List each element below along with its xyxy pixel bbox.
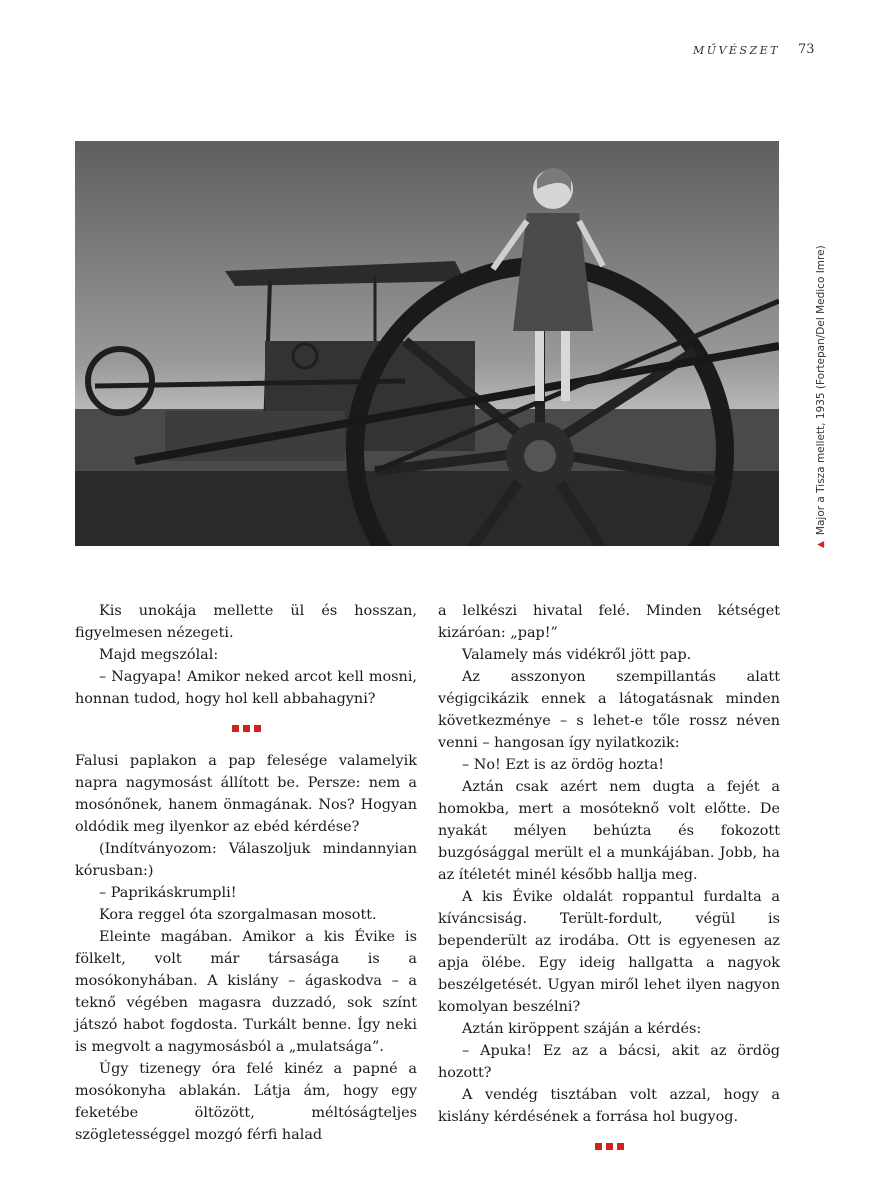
photo-tractor-girl bbox=[75, 141, 779, 546]
running-header bbox=[692, 42, 815, 57]
triangle-icon: ▲ bbox=[816, 541, 826, 548]
left-column bbox=[75, 600, 417, 1146]
paragraph: – Paprikáskrumpli! bbox=[99, 885, 237, 901]
paragraph: Úgy tizenegy óra felé kinéz a papné a mosókonyha ablakán. Látja ám, hogy egy feketébe öltözött, méltóságteljes szögletességgel mozgó férfi halad bbox=[75, 1061, 417, 1143]
paragraph: – Nagyapa! Amikor neked arcot kell mosni, honnan tudod, hogy hol kell abbahagyni? bbox=[75, 669, 417, 707]
caption-text: Major a Tisza mellett, 1935 (Fortepan/Del Medico Imre) bbox=[815, 245, 827, 536]
paragraph: (Indítványozom: Válaszoljuk mindannyian kórusban:) bbox=[75, 841, 417, 879]
section-separator bbox=[438, 1140, 780, 1152]
paragraph: Falusi paplakon a pap felesége valamelyik napra nagymosást állított be. Persze: nem a mosónőnek, hanem önmagának. Nos? Hogyan oldódik meg ilyenkor az ebéd kérdése? bbox=[75, 753, 417, 835]
paragraph: Aztán kiröppent száján a kérdés: bbox=[462, 1021, 702, 1037]
paragraph: Kora reggel óta szorgalmasan mosott. bbox=[99, 907, 377, 923]
paragraph: A kis Évike oldalát roppantul furdalta a kíváncsiság. Terült-fordult, végül is bependerült az irodába. Ott is egyenesen az apja ölébe. Egy ideig hallgatta a nagyok beszélgetését. Ugyan miről lehet ilyen nagyon komolyan beszélni? bbox=[438, 889, 780, 1015]
paragraph: – Apuka! Ez az a bácsi, akit az ördög hozott? bbox=[438, 1043, 780, 1081]
paragraph: A vendég tisztában volt azzal, hogy a kislány kérdésének a forrása hol bugyog. bbox=[438, 1087, 780, 1125]
paragraph: Eleinte magában. Amikor a kis Évike is fölkelt, volt már társasága is a mosókonyhában. A kislány – ágaskodva – a teknő végében magasra duzzadó, sok színt játszó habot fogdosta. Turkált benne. Így neki is megvolt a nagymosásból a „mulatsága”. bbox=[75, 929, 417, 1055]
photo-illustration bbox=[75, 141, 779, 546]
photo-caption bbox=[813, 148, 829, 548]
right-column bbox=[438, 600, 780, 1168]
paragraph: a lelkészi hivatal felé. Minden kétséget kizáróan: „pap!” bbox=[438, 603, 780, 641]
page-number: 73 bbox=[798, 42, 815, 57]
paragraph: Aztán csak azért nem dugta a fejét a homokba, mert a mosóteknő volt előtte. De nyakát mélyen behúzta és fokozott buzgósággal merült el a munkájában. Jobb, ha az ítéletét minél később hallja meg. bbox=[438, 779, 780, 883]
paragraph: Majd megszólal: bbox=[99, 647, 219, 663]
paragraph: Valamely más vidékről jött pap. bbox=[462, 647, 692, 663]
section-title: MŰVÉSZET bbox=[692, 44, 780, 57]
paragraph: Kis unokája mellette ül és hosszan, figyelmesen nézegeti. bbox=[75, 603, 417, 641]
paragraph: – No! Ezt is az ördög hozta! bbox=[462, 757, 664, 773]
section-separator bbox=[75, 722, 417, 734]
paragraph: Az asszonyon szempillantás alatt végigcikázik ennek a látogatásnak minden következménye – s lehet-e tőle rossz néven venni – hangosan így nyilatkozik: bbox=[438, 669, 780, 751]
